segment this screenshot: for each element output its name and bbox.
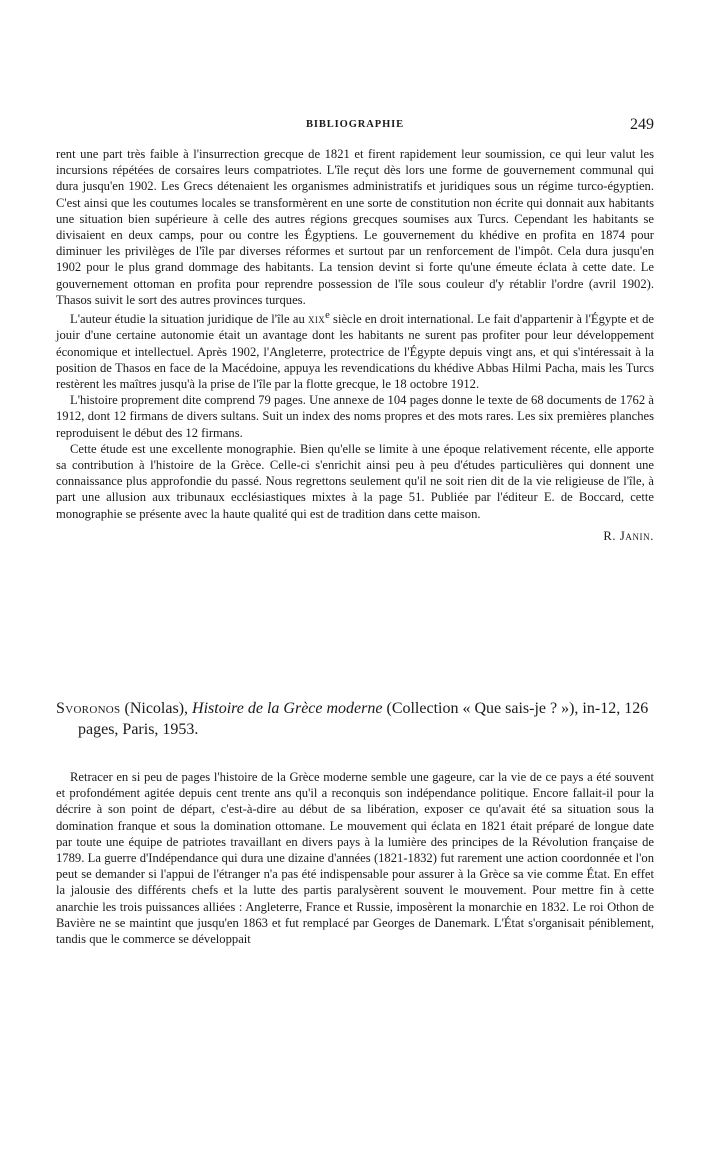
century-numeral: xix <box>307 312 326 327</box>
reviewer-name: R. Janin. <box>603 528 654 543</box>
running-head <box>56 116 654 136</box>
running-title: BIBLIOGRAPHIE <box>305 119 405 130</box>
page-number: 249 <box>630 116 654 133</box>
entry-title: Histoire de la Grèce moderne <box>192 700 383 717</box>
review-paragraph: rent une part très faible à l'insurrection grecque de 1821 et firent rapidement leur soumission, ce qui leur valut les incursions répétées de corsaires leurs compatriotes. L'île reçut dès lors une forme de gouvernement communal qui dura jusqu'en 1902. Les Grecs détenaient les organismes administratifs et juridiques sous un régime turco-égyptien. C'est ainsi que les coutumes locales se transformèrent en une sorte de constitution non écrite qui donnait aux habitants une situation bien supérieure à celle des autres régions grecques soumises aux Turcs. Cependant les habitants se divisaient en deux camps, pour ou contre les Égyptiens. Le gouvernement du khédive en profita en 1874 pour diminuer les privilèges de l'île par diverses réformes et surtout par un renforcement de l'impôt. Cela dura jusqu'en 1902 pour le plus grand dommage des habitants. La tension devint si forte qu'une émeute éclata à cette date. Le gouvernement ottoman en profita pour reprendre possession de l'île sous couleur d'y rétablir l'ordre (avril 1902). Thasos suivit le sort des autres provinces turques. <box>56 147 654 307</box>
review-paragraph <box>56 308 654 392</box>
reviewer-signature <box>56 528 654 544</box>
review-paragraph: L'histoire proprement dite comprend 79 pages. Une annexe de 104 pages donne le texte de 68 documents de 1762 à 1912, dont 12 firmans de divers sultans. Suit un index des noms propres et des mots rares. Les six premières planches reproduisent le début des 12 firmans. <box>56 393 654 440</box>
review-paragraph: Retracer en si peu de pages l'histoire de la Grèce moderne semble une gageure, car la vie de ce pays a été souvent et profondément agitée depuis cent trente ans qu'il a reconquis son indépendance politique. Encore fallait-il pour la décrire à son point de départ, c'est-à-dire au début de sa libération, exposer ce qu'avait été sa situation sous la domination franque et sous la domination ottomane. Le mouvement qui éclata en 1821 était préparé de longue date par toute une équipe de patriotes travaillant en divers pays à la lumière des principes de la Révolution française de 1789. La guerre d'Indépendance qui dura une dizaine d'années (1821-1832) fut rarement une action coordonnée et l'on peut se demander si l'appui de l'étranger n'a pas été indispensable pour assurer à la Grèce sa vie comme État. En effet la jalousie des différents chefs et la lutte des partis paralysèrent souvent le mouvement. Pour mettre fin à cette anarchie les trois puissances alliées : Angleterre, France et Russie, imposèrent la monarchie en 1832. Le roi Othon de Bavière ne se maintint que jusqu'en 1863 et fut remplacé par Georges de Danemark. L'État s'organisait péniblement, tandis que le commerce se développait <box>56 770 654 947</box>
century-superscript: e <box>325 310 330 322</box>
entry-author: Svoronos <box>56 700 121 717</box>
review-svoronos <box>56 769 654 947</box>
review-thasos <box>56 146 654 544</box>
paragraph-text: L'auteur étudie la situation juridique de l'île au <box>70 312 308 327</box>
entry-author-given: (Nicolas), <box>120 700 193 717</box>
bibliographic-entry <box>56 698 654 740</box>
review-paragraph: Cette étude est une excellente monographie. Bien qu'elle se limite à une époque relativement récente, elle apporte sa contribution à l'histoire de la Grèce. Celle-ci s'enrichit ainsi peu à peu d'études particulières qui donnent une connaissance plus approfondie du passé. Nous regrettons seulement qu'il ne soit rien dit de la vie religieuse de l'île, à part une allusion aux tribunaux ecclésiastiques mixtes à la page 51. Publiée par l'éditeur E. de Boccard, cette monographie se présente avec la haute qualité qui est de tradition dans cette maison. <box>56 441 654 521</box>
entry-details: (Collection « Que sais-je ? »), in-12, 126 pages, Paris, 1953. <box>78 700 649 738</box>
paragraph-text: siècle en droit international. Le fait d'appartenir à l'Égypte et de jouir d'une certaine autonomie était un avantage dont les habitants ne surent pas profiter pour leur développement économique et intellectuel. Après 1902, l'Angleterre, protectrice de l'Égypte depuis vingt ans, et qui s'intéressait à la position de Thasos en face de la Macédoine, appuya les revendications du khédive Abbas Hilmi Pacha, mais les Turcs restèrent les maîtres jusqu'à la prise de l'île par la flotte grecque, le 18 octobre 1912. <box>56 312 654 392</box>
